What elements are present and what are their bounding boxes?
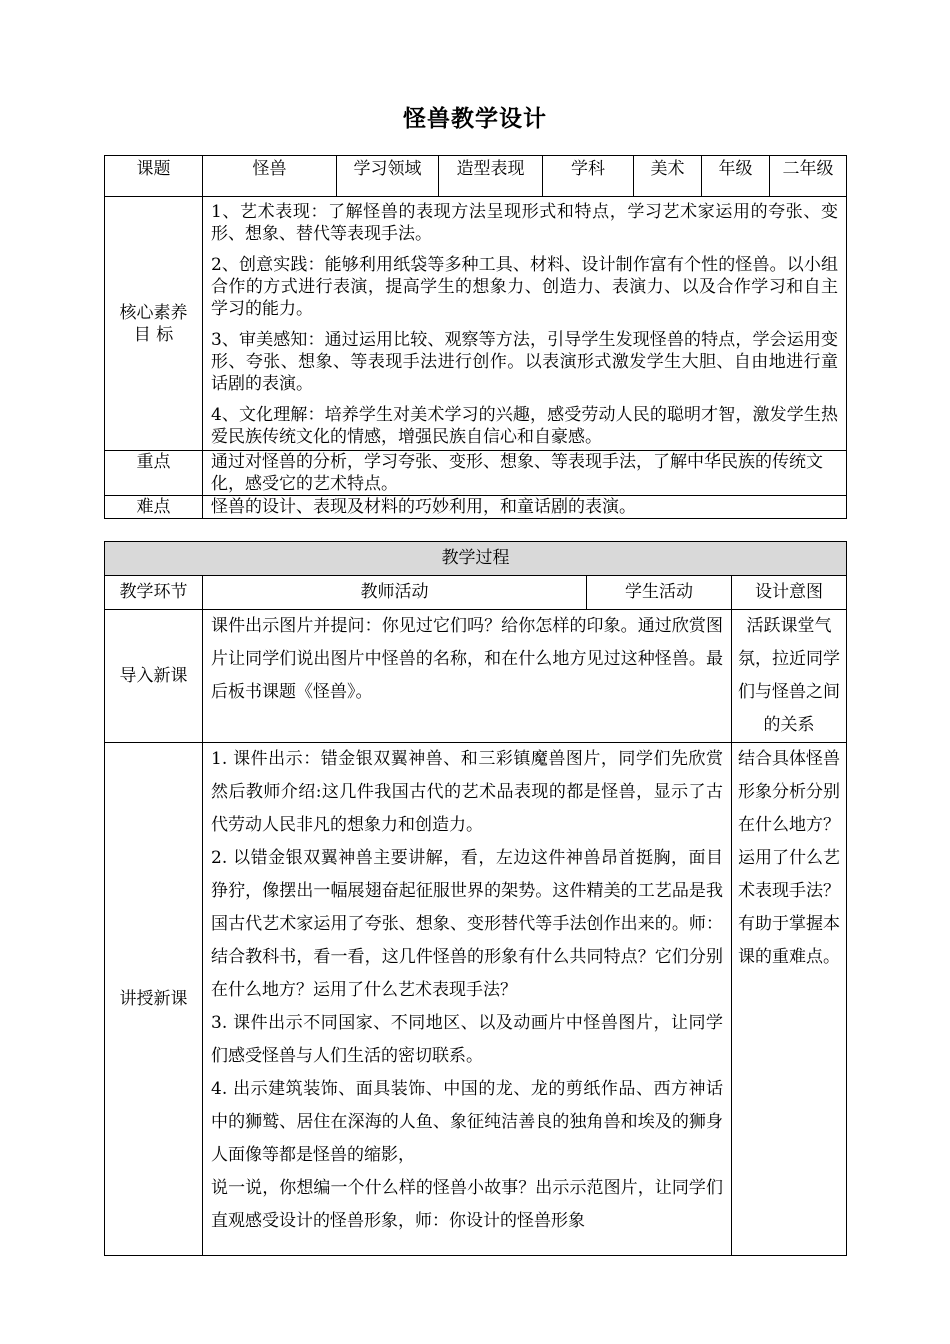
goal-item: 4、文化理解：培养学生对美术学习的兴趣，感受劳动人民的聪明才智，激发学生热爱民族传统文化的情感，增强民族自信心和自豪感。 [211,405,838,447]
difficulty-row [105,496,847,519]
intent-cell: 结合具体怪兽形象分析分别在什么地方？运用了什么艺术表现手法？有助于掌握本课的重难点。 [732,743,847,1256]
key-point-text: 通过对怪兽的分析，学习夸张、变形、想象、等表现手法，了解中华民族的传统文化，感受它的艺术特点。 [203,451,847,496]
difficulty-text: 怪兽的设计、表现及材料的巧妙利用，和童话剧的表演。 [203,496,847,519]
key-point-row [105,451,847,496]
goal-item: 3、审美感知：通过运用比较、观察等方法，引导学生发现怪兽的特点，学会运用变形、夸张、想象、等表现手法进行创作。以表演形式激发学生大胆、自由地进行童话剧的表演。 [211,330,838,394]
topic-value: 怪兽 [203,156,337,197]
header-stage: 教学环节 [105,576,203,610]
course-info-row [105,156,847,197]
goals-content [203,197,847,451]
stage-cell: 导入新课 [105,610,203,743]
key-point-label: 重点 [105,451,203,496]
topic-label: 课题 [105,156,203,197]
subject-label: 学科 [543,156,634,197]
difficulty-label: 难点 [105,496,203,519]
teacher-activity-cell [203,610,732,743]
intent-cell: 活跃课堂气氛，拉近同学们与怪兽之间的关系 [732,610,847,743]
teacher-activity-cell [203,743,732,1256]
process-header-row [105,576,847,610]
course-info-table [104,155,847,519]
process-title-row [105,542,847,576]
stage-cell: 讲授新课 [105,743,203,1256]
header-student: 学生活动 [587,576,732,610]
grade-label: 年级 [702,156,770,197]
field-value: 造型表现 [439,156,543,197]
teaching-process-table [104,541,847,1256]
teacher-paragraph: 说一说，你想编一个什么样的怪兽小故事？出示示范图片，让同学们直观感受设计的怪兽形象，师：你设计的怪兽形象 [211,1178,723,1231]
teacher-paragraph: 4. 出示建筑装饰、面具装饰、中国的龙、龙的剪纸作品、西方神话中的狮鹫、居住在深海的人鱼、象征纯洁善良的独角兽和埃及的狮身人面像等都是怪兽的缩影， [211,1079,723,1165]
goal-item: 2、创意实践：能够利用纸袋等多种工具、材料、设计制作富有个性的怪兽。以小组合作的方式进行表演，提高学生的想象力、创造力、表演力、以及合作学习和自主学习的能力。 [211,255,838,319]
process-title: 教学过程 [105,542,847,576]
process-row [105,610,847,743]
process-row [105,743,847,1256]
goals-label: 核心素养 目 标 [105,197,203,451]
header-intent: 设计意图 [732,576,847,610]
subject-value: 美术 [634,156,702,197]
field-label: 学习领域 [337,156,439,197]
goal-item: 1、艺术表现：了解怪兽的表现方法呈现形式和特点，学习艺术家运用的夸张、变形、想象、替代等表现手法。 [211,202,838,244]
teacher-paragraph: 课件出示图片并提问：你见过它们吗？给你怎样的印象。通过欣赏图片让同学们说出图片中怪兽的名称，和在什么地方见过这种怪兽。最后板书课题《怪兽》。 [211,616,723,702]
document-title: 怪兽教学设计 [403,106,547,132]
header-teacher: 教师活动 [203,576,587,610]
goals-row [105,197,847,451]
teacher-paragraph: 1. 课件出示：错金银双翼神兽、和三彩镇魔兽图片，同学们先欣赏然后教师介绍:这几件我国古代的艺术品表现的都是怪兽，显示了古代劳动人民非凡的想象力和创造力。 [211,749,723,835]
grade-value: 二年级 [770,156,847,197]
teacher-paragraph: 3. 课件出示不同国家、不同地区、以及动画片中怪兽图片，让同学们感受怪兽与人们生活的密切联系。 [211,1013,723,1066]
teacher-paragraph: 2. 以错金银双翼神兽主要讲解，看，左边这件神兽昂首挺胸，面目狰狞，像摆出一幅展翅奋起征服世界的架势。这件精美的工艺品是我国古代艺术家运用了夸张、想象、变形替代等手法创作出来的。师：结合教科书，看一看，这几件怪兽的形象有什么共同特点？它们分别在什么地方？运用了什么艺术表现手法？ [211,848,723,1000]
